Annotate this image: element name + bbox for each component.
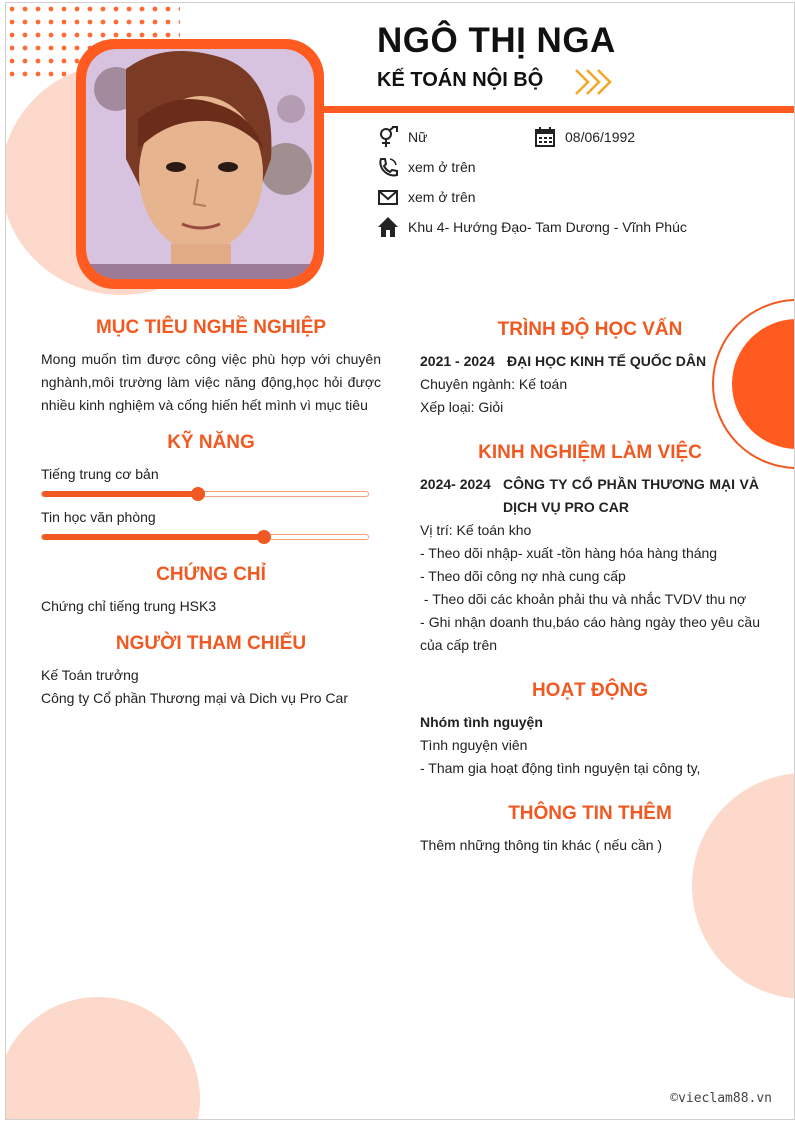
experience-duties	[420, 542, 760, 657]
activity-role: Tình nguyện viên	[420, 737, 528, 753]
objective-title: MỤC TIÊU NGHỀ NGHIỆP	[95, 317, 327, 338]
chevrons-icon	[572, 67, 616, 97]
objective-line: nghành,môi trường làm việc năng động,học hỏi được	[41, 374, 381, 390]
gender-icon	[377, 126, 399, 148]
candidate-name: NGÔ THỊ NGA	[377, 21, 616, 60]
home-icon	[377, 216, 399, 238]
education-title: TRÌNH ĐỘ HỌC VẤN	[497, 319, 683, 340]
references-title: NGƯỜI THAM CHIẾU	[115, 633, 307, 654]
education-period: 2021 - 2024	[420, 353, 495, 369]
education-major: Chuyên ngành: Kế toán	[420, 376, 568, 392]
skills-title: KỸ NĂNG	[167, 432, 255, 453]
email-row	[377, 186, 476, 208]
skill-bar	[41, 534, 369, 540]
duty-item: - Theo dõi nhập- xuất -tồn hàng hóa hàng tháng	[420, 545, 718, 561]
birthday-value: 08/06/1992	[565, 129, 636, 145]
education-grade: Xếp loại: Giỏi	[420, 399, 504, 415]
birthday-row	[534, 126, 635, 148]
gender-value: Nữ	[408, 129, 428, 145]
gender-row	[377, 126, 427, 148]
experience-position: Vị trí: Kế toán kho	[420, 522, 532, 538]
experience-company: CÔNG TY CỔ PHẦN THƯƠNG MẠI VÀ	[503, 476, 759, 492]
extra-text: Thêm những thông tin khác ( nếu cần )	[420, 837, 663, 853]
watermark: ©vieclam88.vn	[670, 1091, 772, 1106]
skill-bar-knob	[191, 487, 205, 501]
header-divider	[324, 106, 795, 113]
skill-bar-fill	[42, 491, 198, 497]
profile-photo	[86, 49, 314, 279]
avatar	[76, 39, 324, 289]
address-row	[377, 216, 687, 238]
duty-item: của cấp trên	[420, 637, 498, 653]
skill-bar	[41, 491, 369, 497]
calendar-icon	[534, 126, 556, 148]
experience-title: KINH NGHIỆM LÀM VIỆC	[478, 442, 702, 463]
duty-item: - Ghi nhận doanh thu,báo cáo hàng ngày theo yêu cầu	[420, 614, 760, 630]
duty-item: - Theo dõi công nợ nhà cung cấp	[420, 568, 626, 584]
activity-group: Nhóm tình nguyện	[420, 714, 543, 730]
email-icon	[377, 186, 399, 208]
cv-page	[5, 2, 795, 1120]
reference-role: Kế Toán trưởng	[41, 667, 139, 683]
phone-icon	[377, 156, 399, 178]
certificate-item: Chứng chỉ tiếng trung HSK3	[41, 598, 217, 614]
job-title: KẾ TOÁN NỘI BỘ	[377, 69, 544, 91]
certificates-title: CHỨNG CHỈ	[156, 564, 266, 585]
experience-period: 2024- 2024	[420, 476, 491, 492]
skill-bar-fill	[42, 534, 264, 540]
phone-row	[377, 156, 476, 178]
activities-title: HOẠT ĐỘNG	[531, 680, 649, 701]
duty-item: - Theo dõi các khoản phải thu và nhắc TVDV thu nợ	[420, 591, 747, 607]
education-school: ĐẠI HỌC KINH TẾ QUỐC DÂN	[507, 353, 707, 369]
skill-label: Tin học văn phòng	[41, 509, 156, 525]
skill-bar-knob	[257, 530, 271, 544]
email-value: xem ở trên	[408, 189, 476, 205]
objective-line: nhiều kinh nghiệm và cống hiến hết mình vì mục tiêu	[41, 397, 368, 413]
phone-value: xem ở trên	[408, 159, 476, 175]
extra-title: THÔNG TIN THÊM	[508, 803, 672, 824]
reference-company: Công ty Cổ phần Thương mại và Dich vụ Pro Car	[41, 690, 348, 706]
objective-line: Mong muốn tìm được công việc phù hợp với chuyên	[41, 351, 381, 367]
decor-circle-bottom-left	[5, 997, 200, 1120]
skill-label: Tiếng trung cơ bản	[41, 466, 159, 482]
experience-company: DỊCH VỤ PRO CAR	[503, 499, 630, 515]
objective-text	[41, 348, 381, 417]
address-value: Khu 4- Hướng Đạo- Tam Dương - Vĩnh Phúc	[408, 219, 687, 235]
activity-detail: - Tham gia hoạt động tình nguyện tại công ty,	[420, 760, 701, 776]
